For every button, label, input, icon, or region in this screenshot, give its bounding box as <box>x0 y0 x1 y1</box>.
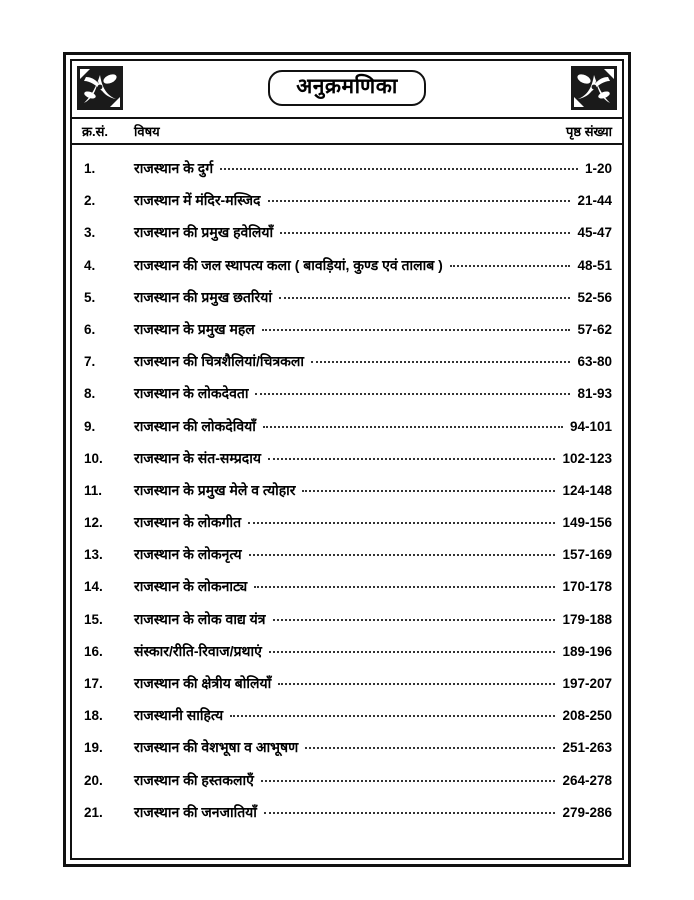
row-pages: 197-207 <box>562 676 612 691</box>
row-serial: 17. <box>84 676 103 691</box>
row-content <box>134 803 612 822</box>
row-pages: 179-188 <box>562 611 612 627</box>
row-subject: संस्कार/रीति-रिवाज/प्रथाएं <box>134 642 262 659</box>
dot-leader <box>264 811 556 814</box>
table-row <box>72 670 622 702</box>
row-content <box>134 706 612 725</box>
row-serial: 7. <box>84 354 96 370</box>
table-row <box>72 541 622 573</box>
row-serial: 12. <box>84 515 103 531</box>
row-content <box>134 642 612 661</box>
row-serial: 10. <box>84 450 103 466</box>
table-row <box>72 702 622 734</box>
table-row <box>72 284 622 316</box>
dot-leader <box>261 779 556 782</box>
row-serial: 4. <box>84 257 96 273</box>
row-subject: राजस्थान की लोकदेवियाँ <box>134 417 256 434</box>
row-content <box>134 256 612 275</box>
row-serial: 1. <box>84 161 96 176</box>
table-row <box>72 380 622 412</box>
dot-leader <box>311 360 570 363</box>
title-box <box>268 70 426 106</box>
row-pages: 170-178 <box>562 579 612 595</box>
dot-leader <box>254 585 555 588</box>
row-serial: 8. <box>84 386 96 402</box>
row-subject: राजस्थान की प्रमुख छतरियां <box>134 288 272 305</box>
row-pages: 251-263 <box>562 740 612 756</box>
table-row <box>72 219 622 251</box>
row-subject: राजस्थान के लोकगीत <box>134 514 242 531</box>
row-serial: 2. <box>84 193 96 209</box>
row-subject: राजस्थान की क्षेत्रीय बोलियाँ <box>134 675 272 691</box>
row-subject: राजस्थान की प्रमुख हवेलियाँ <box>134 224 274 241</box>
row-subject: राजस्थान के संत-सम्प्रदाय <box>134 449 261 466</box>
table-row <box>72 477 622 509</box>
row-subject: राजस्थानी साहित्य <box>134 707 224 724</box>
row-subject: राजस्थान में मंदिर-मस्जिद <box>134 192 261 209</box>
table-row <box>72 573 622 605</box>
dot-leader <box>263 425 563 428</box>
row-subject: राजस्थान के दुर्ग <box>134 160 214 176</box>
page-title: अनुक्रमणिका <box>296 75 398 98</box>
row-content <box>134 771 612 790</box>
row-content <box>134 449 612 468</box>
table-row <box>72 445 622 477</box>
row-content <box>134 223 612 242</box>
table-row <box>72 509 622 541</box>
dot-leader <box>450 264 571 267</box>
page-border-outer <box>63 52 631 867</box>
row-serial: 16. <box>84 643 103 659</box>
row-pages: 208-250 <box>562 708 612 724</box>
table-row <box>72 187 622 219</box>
row-subject: राजस्थान के लोक वाद्य यंत्र <box>134 610 266 627</box>
table-row <box>72 799 622 831</box>
row-serial: 6. <box>84 321 96 337</box>
title-container <box>72 70 622 106</box>
row-serial: 11. <box>84 482 103 498</box>
row-pages: 264-278 <box>562 772 612 788</box>
row-subject: राजस्थान के लोकदेवता <box>134 385 249 402</box>
page-border-inner <box>70 59 624 860</box>
row-content <box>134 384 612 403</box>
row-subject: राजस्थान के प्रमुख मेले व त्योहार <box>134 481 296 498</box>
row-pages: 1-20 <box>584 161 612 176</box>
dot-leader <box>230 714 555 717</box>
row-subject: राजस्थान के लोकनाट्य <box>134 578 248 595</box>
row-content <box>134 577 612 596</box>
row-content <box>134 610 612 629</box>
column-header-subject: विषय <box>134 124 160 139</box>
dot-leader <box>305 746 555 749</box>
row-pages: 57-62 <box>577 321 612 337</box>
row-content <box>134 417 612 436</box>
row-pages: 124-148 <box>562 482 612 498</box>
table-row <box>72 348 622 380</box>
table-row <box>72 638 622 670</box>
header-band <box>72 61 622 119</box>
row-content <box>134 545 612 564</box>
row-subject: राजस्थान की हस्तकलाएँ <box>134 771 254 788</box>
row-pages: 189-196 <box>562 643 612 659</box>
floral-ornament-icon <box>570 65 618 111</box>
table-row <box>72 767 622 799</box>
table-row <box>72 606 622 638</box>
row-serial: 21. <box>84 804 103 820</box>
row-subject: राजस्थान की जल स्थापत्य कला ( बावड़ियां, कुण्ड एवं तालाब ) <box>134 256 443 273</box>
row-content <box>134 513 612 532</box>
dot-leader <box>255 392 570 395</box>
table-row <box>72 155 622 187</box>
row-pages: 102-123 <box>562 450 612 466</box>
dot-leader <box>249 553 556 556</box>
row-pages: 279-286 <box>562 804 612 820</box>
row-pages: 94-101 <box>569 418 612 434</box>
row-subject: राजस्थान की चित्रशैलियां/चित्रकला <box>134 353 305 370</box>
dot-leader <box>268 457 555 460</box>
row-serial: 3. <box>84 225 96 241</box>
row-pages: 45-47 <box>577 225 612 241</box>
row-pages: 157-169 <box>562 547 612 563</box>
dot-leader <box>262 328 571 331</box>
table-column-headers <box>72 119 622 145</box>
dot-leader <box>268 199 571 202</box>
row-content <box>134 159 612 178</box>
row-content <box>134 481 612 500</box>
row-pages: 149-156 <box>562 515 612 531</box>
dot-leader <box>279 296 570 299</box>
table-row <box>72 413 622 445</box>
row-serial: 20. <box>84 772 103 788</box>
row-pages: 81-93 <box>577 386 612 402</box>
dot-leader <box>248 521 555 524</box>
dot-leader <box>273 618 556 621</box>
row-content <box>134 288 612 307</box>
row-content <box>134 352 612 371</box>
dot-leader <box>280 231 570 234</box>
row-subject: राजस्थान के लोकनृत्य <box>134 546 242 563</box>
table-row <box>72 316 622 348</box>
dot-leader <box>269 650 556 653</box>
row-serial: 13. <box>84 547 103 563</box>
row-content <box>134 320 612 339</box>
row-subject: राजस्थान के प्रमुख महल <box>134 320 255 337</box>
row-pages: 48-51 <box>577 257 612 273</box>
dot-leader <box>302 489 555 492</box>
row-serial: 5. <box>84 289 96 305</box>
row-subject: राजस्थान की जनजातियाँ <box>134 803 257 820</box>
column-header-pages: पृष्ठ संख्या <box>566 124 612 139</box>
row-serial: 15. <box>84 611 103 627</box>
row-pages: 21-44 <box>577 193 612 209</box>
row-content <box>134 674 612 693</box>
row-serial: 19. <box>84 740 103 756</box>
column-header-serial: क्र.सं. <box>82 124 108 139</box>
row-content <box>134 738 612 757</box>
dot-leader <box>278 682 555 685</box>
table-row <box>72 252 622 284</box>
row-subject: राजस्थान की वेशभूषा व आभूषण <box>134 739 299 756</box>
row-content <box>134 191 612 210</box>
table-row <box>72 734 622 766</box>
row-pages: 52-56 <box>577 289 612 305</box>
row-serial: 18. <box>84 708 103 724</box>
row-serial: 14. <box>84 579 103 595</box>
table-of-contents <box>72 145 622 831</box>
dot-leader <box>220 167 578 170</box>
row-pages: 63-80 <box>577 354 612 370</box>
row-serial: 9. <box>84 418 96 434</box>
